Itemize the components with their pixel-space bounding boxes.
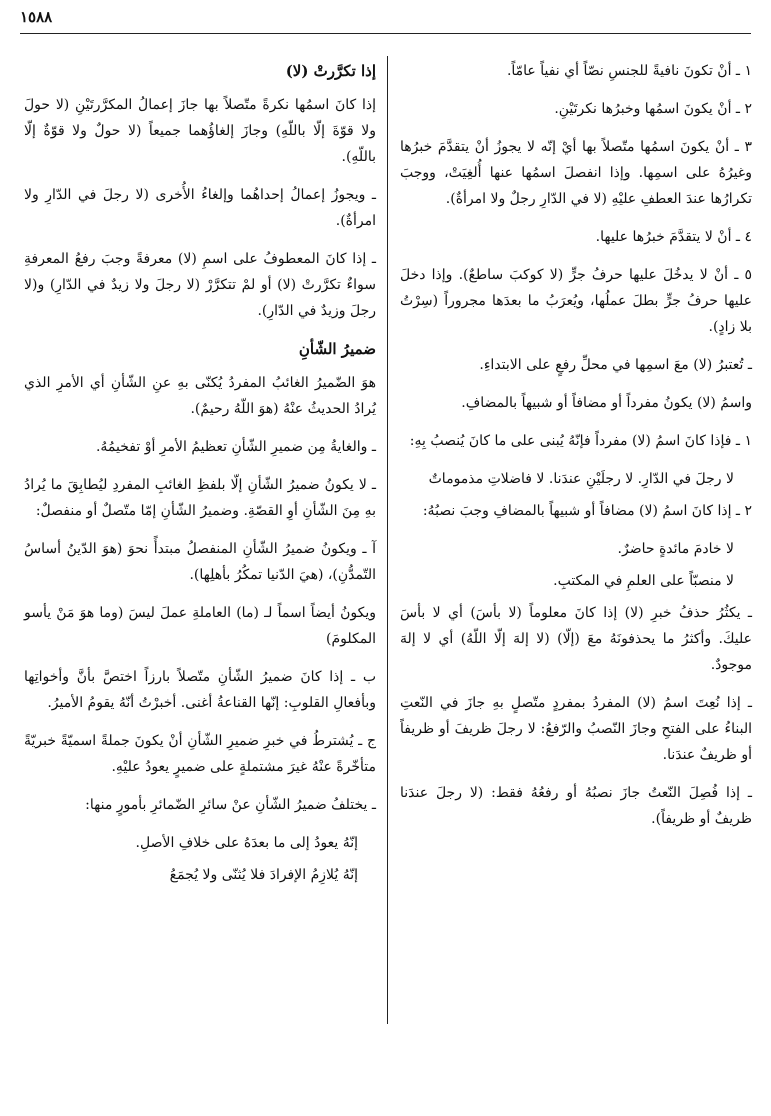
paragraph: ويكونُ أيضاً اسماً لـ (ما) العاملةِ عملَ ليسَ (وما هوَ مَنْ يأسو المكلومَ) (24, 605, 376, 647)
column-divider (387, 56, 388, 1024)
example-line: لا خادمَ مائدةٍ حاضرٌ. (617, 541, 734, 557)
page-number: ١٥٨٨ (20, 8, 53, 26)
paragraph: آ ـ ويكونُ ضميرُ الشّأنِ المنفصلُ مبتدأً نحوَ (هوَ الدّينُ أساسُ التّمدُّنِ)، (هيَ الدّنيا تمكُرُ بأهلِها). (24, 541, 376, 583)
example-line: لا رجلَ في الدّارِ. لا رجلَيْنِ عندَنا. لا فاضلاتِ مذموماتٌ (428, 471, 734, 487)
paragraph: ٤ ـ أنْ لا يتقدَّمَ خبرُها عليها. (595, 229, 752, 245)
section-heading: ضميرُ الشّأنِ (298, 340, 376, 358)
paragraph: هوَ الضّميرُ الغائبُ المفردُ يُكنّى بهِ عنِ الشّأنِ أي الأمرِ الذي يُرادُ الحديثُ عنْهُ (هوَ اللّهُ رحيمٌ). (24, 375, 376, 417)
paragraph: ١ ـ أنْ تكونَ نافيةً للجنسِ نصّاً أي نفياً عامّاً. (506, 63, 752, 79)
top-rule (20, 33, 751, 34)
paragraph: ٣ ـ أنْ يكونَ اسمُها متّصلاً بها أيْ إنّه لا يجوزُ أنْ يتقدَّمَ خبرُها وغيرُهُ على اسمِها. وإذا انفصلَ اسمُها عنها أُلغِيَتْ، ووجبَ تكرارُها عندَ العطفِ عليْهِ (لا في الدّارِ رجلٌ ولا امرأةٌ). (400, 139, 752, 207)
section-heading: إذا تكرَّرتْ (لا) (285, 62, 376, 80)
paragraph: ـ لا يكونُ ضميرُ الشّأنِ إلّا بلفظِ الغائبِ المفردِ ليُطابِقَ ما يُرادُ بهِ مِنَ الشّأنِ أوِ القصّةِ. وضميرُ الشّأنِ إمّا متّصلٌ أو منفصلٌ: (24, 477, 376, 519)
example-line: إنّهُ يعودُ إلى ما بعدَهُ على خلافِ الأصلِ. (135, 835, 358, 851)
paragraph: ـ إذا نُعِتَ اسمُ (لا) المفردُ بمفردٍ متّصلٍ بهِ جازَ في النّعتِ البناءُ على الفتحِ وجازَ النّصبُ والرّفعُ: لا رجلَ ظريفَ أو ظريفاً أو ظريفٌ عندَنا. (400, 695, 752, 763)
paragraph: ـ إذا كانَ المعطوفُ على اسمِ (لا) معرفةً وجبَ رفعُ المعرفةِ سواءٌ تكرَّرتْ (لا) أو لمْ تتكرَّرْ (لا رجلَ ولا زيدٌ في الدّارِ) و(لا رجلَ وزيدٌ في الدّارِ). (24, 251, 376, 319)
paragraph: واسمُ (لا) يكونُ مفرداً أو مضافاً أو شبيهاً بالمضافِ. (461, 395, 752, 411)
example-line: إنّهُ يُلازِمُ الإفرادَ فلا يُثنّى ولا يُجمَعُ (169, 867, 358, 883)
paragraph: ـ ويجوزُ إعمالُ إحداهُما وإلغاءُ الأُخرى (لا رجلَ في الدّارِ ولا امرأةٌ). (24, 187, 376, 229)
paragraph: ـ يكثُرُ حذفُ خبرِ (لا) إذا كانَ معلوماً (لا بأسَ) أي لا بأسَ عليكَ. وأكثرُ ما يحذفونَهُ معَ (إلّا) (لا إلهَ إلّا اللّهُ) أي لا إلهَ موجودٌ. (400, 605, 752, 673)
paragraph: ب ـ إذا كانَ ضميرُ الشّأنِ متّصلاً بارزاً اختصَّ بأنَّ وأخواتِها وبأفعالِ القلوبِ: إنّها القناعةُ أغنى. أخبرْتُ أنّهُ يقومُ الأميرُ. (24, 669, 376, 711)
paragraph: ج ـ يُشترطُ في خبرِ ضميرِ الشّأنِ أنْ يكونَ جملةً اسميّةً خبريّةً متأخّرةً عنْهُ غيرَ مشتملةٍ على ضميرٍ يعودُ عليْهِ. (24, 733, 376, 775)
example-line: لا منصبّاً على العلمِ في المكتبِ. (553, 573, 734, 589)
paragraph: ـ إذا فُصِلَ النّعتُ جازَ نصبُهُ أو رفعُهُ فقط: (لا رجلَ عندَنا ظريفٌ أو ظريفاً). (400, 785, 752, 827)
right-column (400, 58, 752, 844)
paragraph: ـ تُعتبرُ (لا) معَ اسمِها في محلِّ رفعٍ على الابتداءِ. (479, 357, 752, 373)
paragraph: ٢ ـ إذا كانَ اسمُ (لا) مضافاً أو شبيهاً بالمضافِ وجبَ نصبُهُ: (422, 503, 752, 519)
paragraph: ٢ ـ أنْ يكونَ اسمُها وخبرُها نكرتَيْنِ. (554, 101, 752, 117)
paragraph: ٥ ـ أنْ لا يدخُلَ عليها حرفُ جرٍّ (لا كوكبَ ساطعٌ). وإذا دخلَ عليها حرفُ جرٍّ بطلَ عملُها، ويُعرَبُ ما بعدَها مجروراً (سِرْتُ بلا زادٍ). (400, 267, 752, 335)
paragraph: ١ ـ فإذا كانَ اسمُ (لا) مفرداً فإنّهُ يُبنى على ما كانَ يُنصبُ بِهِ: (409, 433, 752, 449)
paragraph: ـ يختلفُ ضميرُ الشّأنِ عنْ سائرِ الضّمائرِ بأمورٍ منها: (85, 797, 376, 813)
left-column (24, 58, 376, 894)
paragraph: ـ والغايةُ مِن ضميرِ الشّأنِ تعظيمُ الأمرِ أوْ تفخيمُهُ. (95, 439, 376, 455)
paragraph: إذا كانَ اسمُها نكرةً متّصلاً بها جازَ إعمالُ المكرَّرتَيْنِ (لا حولَ ولا قوّةَ إلّا باللّهِ) وجازَ إلغاؤُهما جميعاً (لا حولٌ ولا قوّةٌ إلّا باللّهِ). (24, 97, 376, 165)
